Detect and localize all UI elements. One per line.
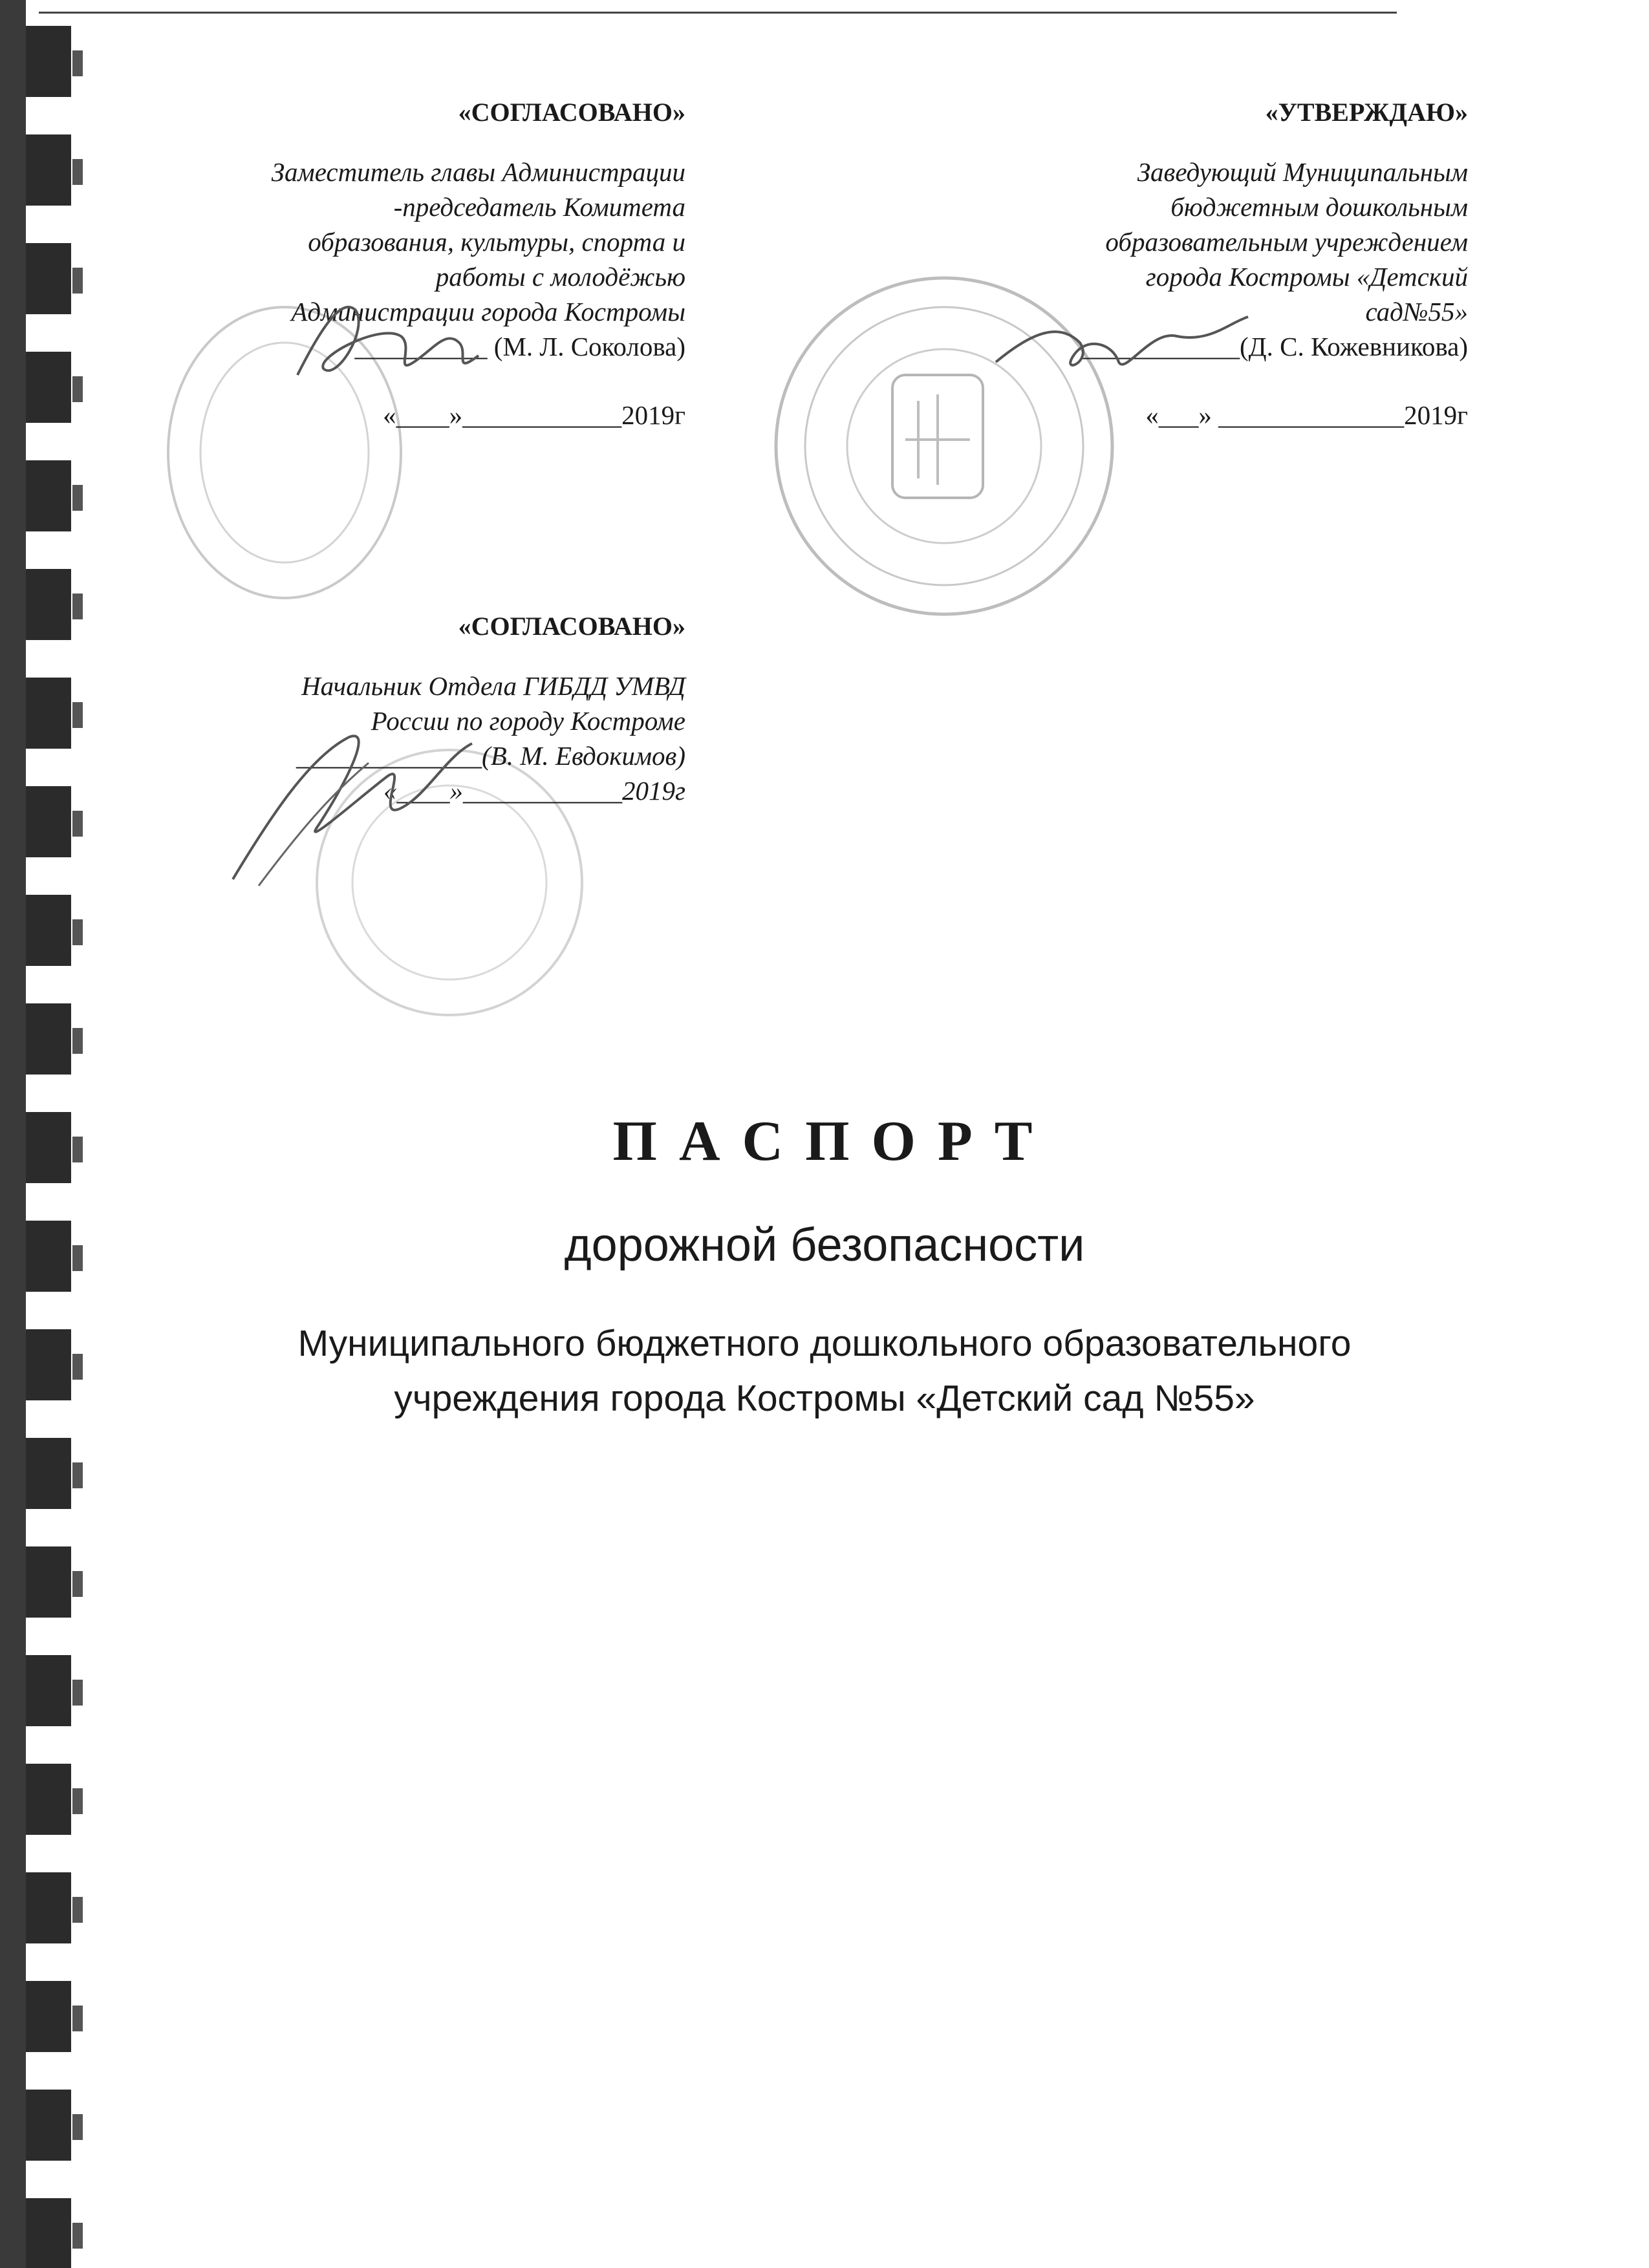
- approval-position-line: города Костромы «Детский: [1145, 262, 1468, 292]
- approval-position-line: -председатель Комитета: [393, 192, 685, 222]
- binding-hole: [72, 50, 83, 76]
- binding-ring: [26, 2198, 71, 2268]
- binding-hole: [72, 702, 83, 728]
- document-subtitle: дорожной безопасности: [564, 1219, 1085, 1271]
- approval-position-line: России по городу Костроме: [371, 706, 685, 736]
- binding-ring: [26, 460, 71, 531]
- signature-line: __________ (М. Л. Соколова): [354, 332, 685, 361]
- date-line: «___» ______________2019г: [1145, 400, 1468, 430]
- signature-sokolova: [285, 284, 498, 394]
- approval-position-line: образования, культуры, спорта и: [308, 227, 685, 257]
- binding-hole: [72, 2006, 83, 2031]
- scan-top-edge: [39, 12, 1397, 14]
- approval-position-line: работы с молодёжью: [435, 262, 685, 292]
- binding-hole: [72, 1788, 83, 1814]
- approval-position-line: Заместитель главы Администрации: [271, 157, 685, 187]
- binding-hole: [72, 594, 83, 619]
- signature-line: ______________(В. М. Евдокимов): [296, 741, 685, 771]
- binding-hole: [72, 268, 83, 294]
- binding-ring: [26, 1981, 71, 2052]
- date-line: «____»____________2019г: [383, 400, 685, 430]
- binding-ring: [26, 1003, 71, 1075]
- binding-ring: [26, 352, 71, 423]
- approval-position-line: сад№55»: [1365, 297, 1468, 326]
- document-title: П А С П О Р Т: [612, 1110, 1037, 1173]
- binding-hole: [72, 159, 83, 185]
- binding-ring: [26, 1438, 71, 1509]
- binding-ring: [26, 1872, 71, 1943]
- binding-hole: [72, 1897, 83, 1923]
- approval-position-line: Начальник Отдела ГИБДД УМВД: [301, 671, 685, 701]
- binding-ring: [26, 1764, 71, 1835]
- binding-hole: [72, 2114, 83, 2140]
- binding-hole: [72, 2223, 83, 2249]
- binding-hole: [72, 376, 83, 402]
- binding-ring: [26, 678, 71, 749]
- signature-line: ____________(Д. С. Кожевникова): [1081, 332, 1468, 361]
- organization-line: Муниципального бюджетного дошкольного образовательного: [297, 1323, 1352, 1364]
- approval-heading: «СОГЛАСОВАНО»: [458, 612, 685, 641]
- binding-ring: [26, 243, 71, 314]
- binding-ring: [26, 2090, 71, 2161]
- binding-ring: [26, 26, 71, 97]
- approval-heading: «УТВЕРЖДАЮ»: [1265, 98, 1468, 127]
- approval-position-line: Заведующий Муниципальным: [1137, 157, 1468, 187]
- approval-position-line: бюджетным дошкольным: [1170, 192, 1468, 222]
- binding-ring: [26, 786, 71, 857]
- signature-kozhevnikova: [983, 304, 1255, 394]
- date-line: «____»____________2019г: [383, 776, 685, 806]
- binding-hole: [72, 811, 83, 837]
- signature-evdokimov: [213, 718, 498, 892]
- binding-ring: [26, 1546, 71, 1618]
- binding-ring: [26, 1655, 71, 1726]
- binding-ring: [26, 895, 71, 966]
- binding-hole: [72, 1680, 83, 1706]
- binding-hole: [72, 1462, 83, 1488]
- binding-hole: [72, 1028, 83, 1054]
- approval-position-line: образовательным учреждением: [1105, 227, 1468, 257]
- binding-ring: [26, 134, 71, 206]
- binding-hole: [72, 919, 83, 945]
- organization-line: учреждения города Костромы «Детский сад №55»: [394, 1378, 1255, 1419]
- binding-hole: [72, 1571, 83, 1597]
- binding-hole: [72, 485, 83, 511]
- binding-ring: [26, 569, 71, 640]
- approval-position-line: Администрации города Костромы: [291, 297, 685, 326]
- approval-heading: «СОГЛАСОВАНО»: [458, 98, 685, 127]
